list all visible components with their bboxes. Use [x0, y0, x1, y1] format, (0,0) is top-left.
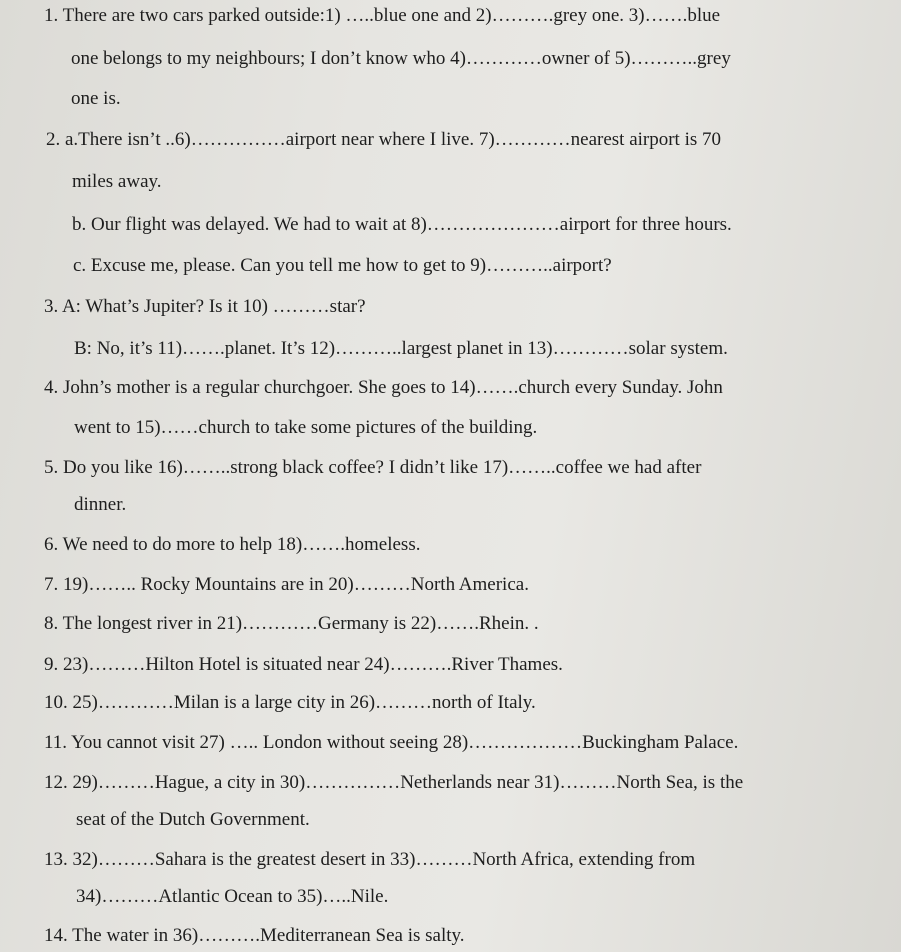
- text-line: B: No, it’s 11)…….planet. It’s 12)………..largest planet in 13)…………solar system.: [74, 338, 728, 359]
- text-line: b. Our flight was delayed. We had to wait at 8)…………………airport for three hours.: [72, 214, 732, 235]
- text-line: 2. a.There isn’t ..6)……………airport near where I live. 7)…………nearest airport is 70: [46, 129, 722, 150]
- text-line: miles away.: [72, 171, 162, 192]
- text-line: c. Excuse me, please. Can you tell me how to get to 9)………..airport?: [73, 255, 612, 276]
- text-line: 3. A: What’s Jupiter? Is it 10) ………star?: [44, 296, 366, 317]
- text-line: 4. John’s mother is a regular churchgoer. She goes to 14)…….church every Sunday. John: [44, 377, 723, 398]
- text-line: 34)………Atlantic Ocean to 35)…..Nile.: [76, 886, 389, 907]
- text-line: seat of the Dutch Government.: [76, 809, 310, 830]
- text-line: 8. The longest river in 21)…………Germany is 22)…….Rhein. .: [44, 613, 539, 634]
- text-line: 7. 19)…….. Rocky Mountains are in 20)………North America.: [44, 574, 529, 595]
- text-line: 10. 25)…………Milan is a large city in 26)………north of Italy.: [44, 692, 536, 713]
- text-line: 9. 23)………Hilton Hotel is situated near 24)……….River Thames.: [44, 654, 563, 675]
- text-line: 6. We need to do more to help 18)…….homeless.: [44, 534, 421, 555]
- text-line: went to 15)……church to take some pictures of the building.: [74, 417, 538, 438]
- text-line: one is.: [71, 88, 121, 109]
- text-line: 11. You cannot visit 27) ….. London without seeing 28)………………Buckingham Palace.: [44, 732, 739, 753]
- text-line: one belongs to my neighbours; I don’t know who 4)…………owner of 5)………..grey: [71, 48, 731, 69]
- text-line: dinner.: [74, 494, 127, 515]
- text-line: 1. There are two cars parked outside:1) …..blue one and 2)……….grey one. 3)…….blue: [44, 5, 721, 26]
- text-line: 12. 29)………Hague, a city in 30)……………Netherlands near 31)………North Sea, is the: [44, 772, 744, 793]
- text-line: 14. The water in 36)……….Mediterranean Sea is salty.: [44, 925, 465, 946]
- text-line: 5. Do you like 16)……..strong black coffee? I didn’t like 17)……..coffee we had after: [44, 457, 702, 478]
- text-line: 13. 32)………Sahara is the greatest desert in 33)………North Africa, extending from: [44, 849, 696, 870]
